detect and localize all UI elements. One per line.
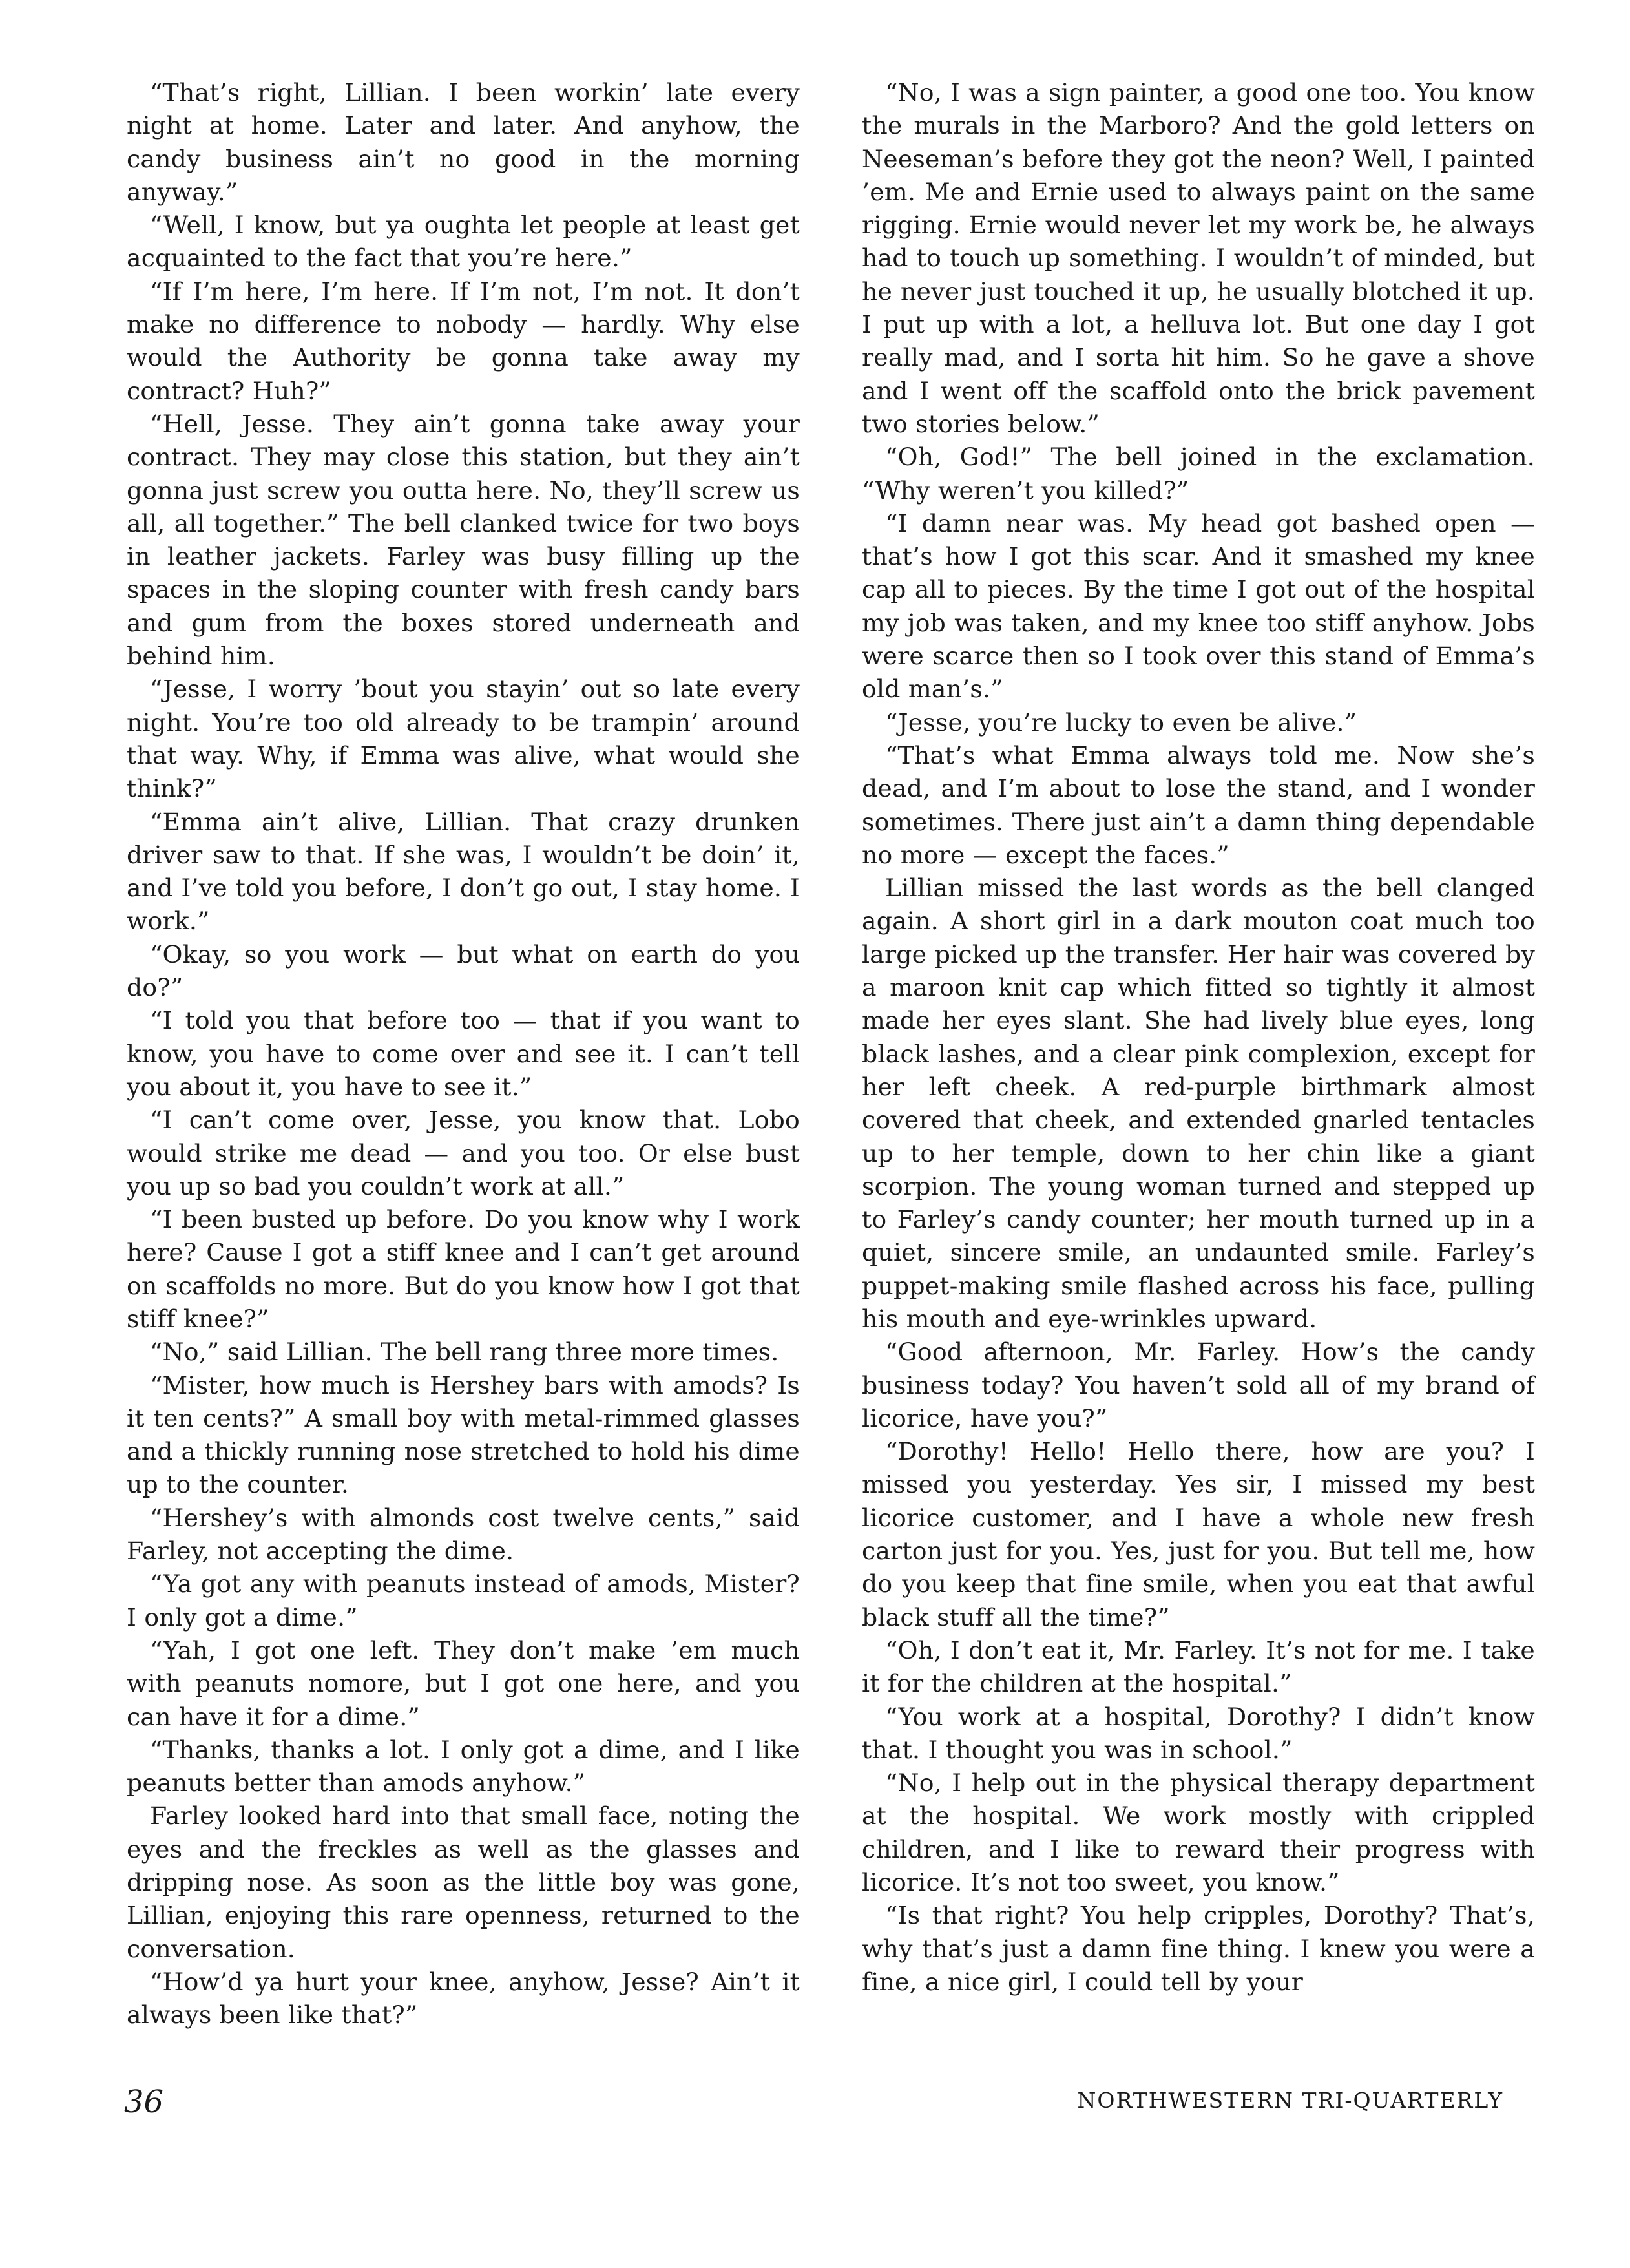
paragraph: “Hershey’s with almonds cost twelve cents,” said Farley, not accepting the dime.	[127, 1503, 800, 1566]
paragraph: “Hell, Jesse. They ain’t gonna take away your contract. They may close this station, but they ain’t gonna just screw you outta here. No, they’ll screw us all, all together.” The bell clanked twice for two boys in leather jackets. Farley was busy filling up the spaces in the sloping counter with fresh candy bars and gum from the boxes stored underneath and behind him.	[127, 409, 800, 671]
paragraph: “I damn near was. My head got bashed open — that’s how I got this scar. And it smashed my knee cap all to pieces. By the time I got out of the hospital my job was taken, and my knee too stiff anyhow. Jobs were scarce then so I took over this stand of Emma’s old man’s.”	[862, 509, 1535, 704]
paragraph: “Oh, God!” The bell joined in the exclamation. “Why weren’t you killed?”	[862, 443, 1535, 505]
paragraph: “I been busted up before. Do you know why I work here? Cause I got a stiff knee and I can’t get around on scaffolds no more. But do you know how I got that stiff knee?”	[127, 1205, 800, 1333]
paragraph: “Emma ain’t alive, Lillian. That crazy drunken driver saw to that. If she was, I wouldn’t be doin’ it, and I’ve told you before, I don’t go out, I stay home. I work.”	[127, 807, 800, 936]
paragraph: “You work at a hospital, Dorothy? I didn’t know that. I thought you was in school.”	[862, 1702, 1535, 1764]
right-column	[862, 76, 1535, 1999]
paragraph: “That’s right, Lillian. I been workin’ late every night at home. Later and later. And anyhow, the candy business ain’t no good in the morning anyway.”	[127, 78, 800, 206]
paragraph: Farley looked hard into that small face, noting the eyes and the freckles as well as the glasses and dripping nose. As soon as the little boy was gone, Lillian, enjoying this rare openness, returned to the conversation.	[127, 1801, 800, 1963]
paragraph: “Thanks, thanks a lot. I only got a dime, and I like peanuts better than amods anyhow.”	[127, 1735, 800, 1798]
paragraph: “No, I help out in the physical therapy department at the hospital. We work mostly with crippled children, and I like to reward their progress with licorice. It’s not too sweet, you know.”	[862, 1769, 1535, 1897]
paragraph: “Yah, I got one left. They don’t make ’em much with peanuts nomore, but I got one here, and you can have it for a dime.”	[127, 1635, 800, 1731]
paragraph: “No, I was a sign painter, a good one too. You know the murals in the Marboro? And the gold letters on Neeseman’s before they got the neon? Well, I painted ’em. Me and Ernie used to always paint on the same rigging. Ernie would never let my work be, he always had to touch up something. I wouldn’t of minded, but he never just touched it up, he usually blotched it up. I put up with a lot, a helluva lot. But one day I got really mad, and I sorta hit him. So he gave a shove and I went off the scaffold onto the brick pavement two stories below.”	[862, 78, 1535, 438]
paragraph: “Jesse, you’re lucky to even be alive.”	[885, 708, 1357, 737]
paragraph: “I told you that before too — that if you want to know, you have to come over and see it. I can’t tell you about it, you have to see it.”	[127, 1006, 800, 1101]
paragraph: “That’s what Emma always told me. Now she’s dead, and I’m about to lose the stand, and I wonder sometimes. There just ain’t a damn thing dependable no more — except the faces.”	[862, 740, 1535, 869]
left-column	[127, 76, 800, 2032]
paragraph: “How’d ya hurt your knee, anyhow, Jesse? Ain’t it always been like that?”	[127, 1967, 800, 2030]
paragraph: “Well, I know, but ya oughta let people at least get acquainted to the fact that you’re here.”	[127, 211, 800, 273]
paragraph: “I can’t come over, Jesse, you know that. Lobo would strike me dead — and you too. Or else bust you up so bad you couldn’t work at all.”	[127, 1106, 800, 1201]
paragraph: “Oh, I don’t eat it, Mr. Farley. It’s not for me. I take it for the children at the hospital.”	[862, 1635, 1535, 1698]
page-number: 36	[124, 2084, 164, 2120]
running-footer-journal-title: NORTHWESTERN TRI-QUARTERLY	[1077, 2088, 1503, 2113]
paragraph: “Mister, how much is Hershey bars with amods? Is it ten cents?” A small boy with metal-rimmed glasses and a thickly running nose stretched to hold his dime up to the counter.	[127, 1370, 800, 1499]
paragraph: “Ya got any with peanuts instead of amods, Mister? I only got a dime.”	[127, 1570, 800, 1632]
paragraph: “Good afternoon, Mr. Farley. How’s the candy business today? You haven’t sold all of my brand of licorice, have you?”	[862, 1338, 1535, 1433]
paragraph: “Jesse, I worry ’bout you stayin’ out so late every night. You’re too old already to be trampin’ around that way. Why, if Emma was alive, what would she think?”	[127, 675, 800, 803]
paragraph: “No,” said Lillian. The bell rang three more times.	[150, 1338, 779, 1367]
paragraph: Lillian missed the last words as the bell clanged again. A short girl in a dark mouton coat much too large picked up the transfer. Her hair was covered by a maroon knit cap which fitted so tightly it almost made her eyes slant. She had lively blue eyes, long black lashes, and a clear pink complexion, except for her left cheek. A red-purple birthmark almost covered that cheek, and extended gnarled tentacles up to her temple, down to her chin like a giant scorpion. The young woman turned and stepped up to Farley’s candy counter; her mouth turned up in a quiet, sincere smile, an undaunted smile. Farley’s puppet-making smile flashed across his face, pulling his mouth and eye-wrinkles upward.	[862, 874, 1535, 1333]
paragraph: “Is that right? You help cripples, Dorothy? That’s, why that’s just a damn fine thing. I knew you were a fine, a nice girl, I could tell by your	[862, 1901, 1535, 1996]
paragraph: “If I’m here, I’m here. If I’m not, I’m not. It don’t make no difference to nobody — hardly. Why else would the Authority be gonna take away my contract? Huh?”	[127, 277, 800, 405]
paragraph: “Dorothy! Hello! Hello there, how are you? I missed you yesterday. Yes sir, I missed my best licorice customer, and I have a whole new fresh carton just for you. Yes, just for you. But tell me, how do you keep that fine smile, when you eat that awful black stuff all the time?”	[862, 1437, 1535, 1632]
paragraph: “Okay, so you work — but what on earth do you do?”	[127, 940, 800, 1002]
